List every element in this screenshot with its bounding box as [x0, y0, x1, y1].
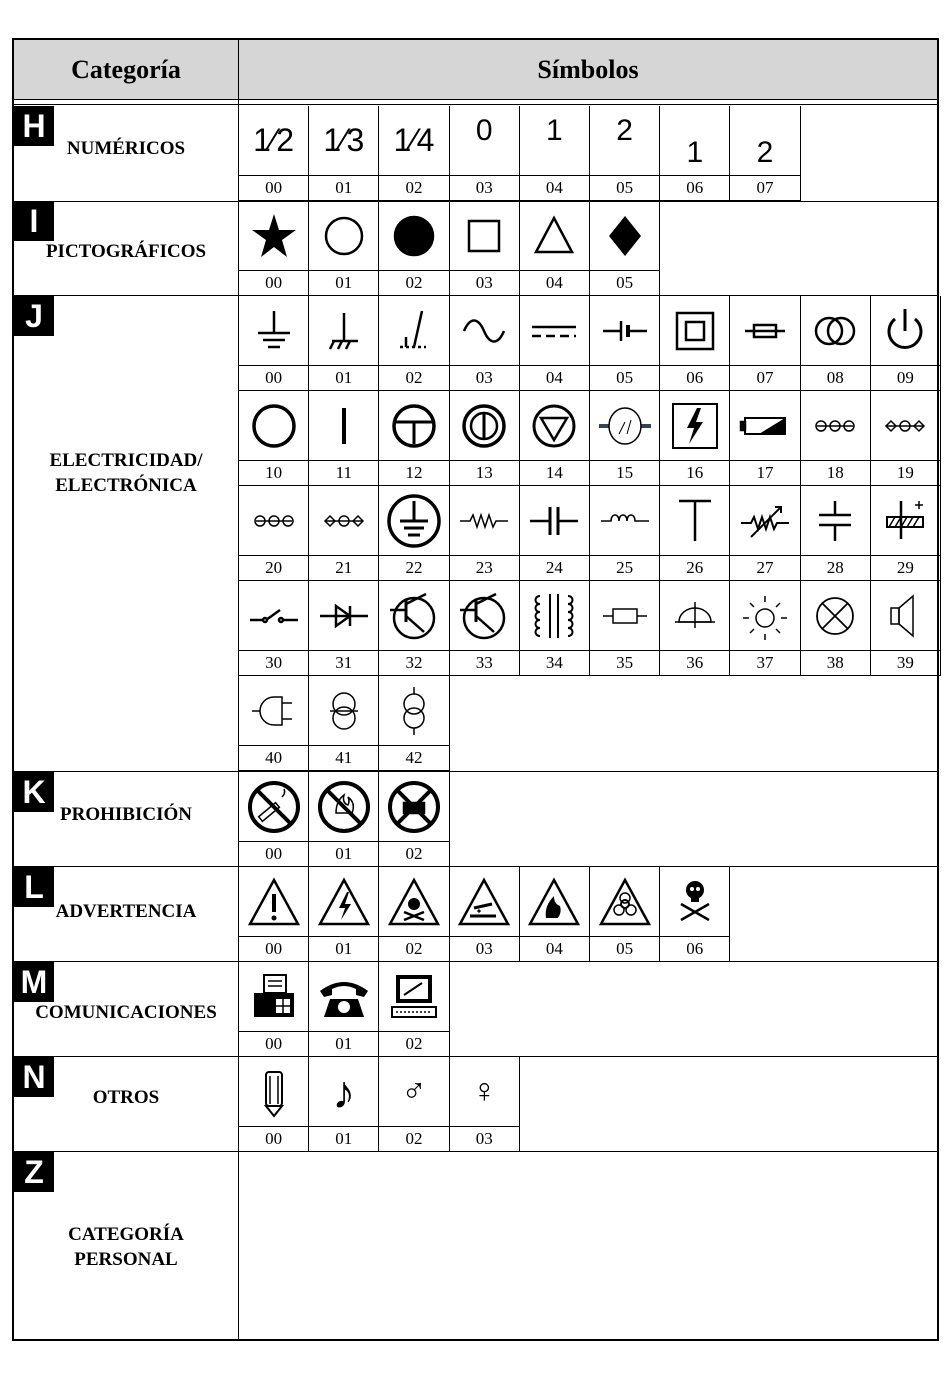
- symbol-cell[interactable]: [450, 867, 520, 962]
- symbol-code: 24: [545, 558, 563, 577]
- dome-lamp-icon: [660, 581, 729, 651]
- category-name-line: ELECTRICIDAD/: [49, 450, 203, 471]
- symbol-text: 1⁄4: [393, 122, 435, 158]
- symbol-code: 07: [756, 368, 774, 387]
- symbol-code: 01: [335, 273, 353, 292]
- symbol-cell[interactable]: [730, 106, 800, 201]
- symbol-code: 33: [475, 653, 493, 672]
- symbol-code: 00: [265, 939, 283, 958]
- white-circle-icon: [309, 201, 378, 271]
- symbol-code: 02: [405, 368, 423, 387]
- earth-ground-icon: [239, 296, 308, 366]
- symbol-cell[interactable]: [871, 296, 941, 391]
- symbol-code: 02: [405, 273, 423, 292]
- warning-electric-icon: [309, 867, 378, 937]
- symbol-cell[interactable]: [309, 106, 379, 201]
- inductor-icon: [590, 486, 659, 556]
- symbol-code: 01: [335, 368, 353, 387]
- symbol-cell[interactable]: [239, 676, 309, 771]
- connector-20-icon: [239, 486, 308, 556]
- category-letter: K: [14, 772, 54, 812]
- alternating-current-icon: [450, 296, 519, 366]
- category-name-line: OTROS: [92, 1087, 160, 1108]
- symbol-cell[interactable]: [379, 867, 449, 962]
- direct-current-icon: [520, 296, 589, 366]
- header-category: Categoría: [14, 40, 239, 99]
- symbol-cell[interactable]: [801, 391, 871, 486]
- symbol-code: 00: [265, 273, 283, 292]
- symbol-code: 37: [756, 653, 774, 672]
- symbol-cell[interactable]: [660, 867, 730, 962]
- chassis-ground-icon: [309, 296, 378, 366]
- symbol-code: 18: [826, 463, 844, 482]
- symbol-code: 05: [616, 178, 634, 197]
- warning-toxic-icon: [379, 867, 448, 937]
- symbol-cell[interactable]: [239, 106, 309, 201]
- no-fire-icon: [309, 772, 378, 842]
- black-star-icon: [239, 201, 308, 271]
- symbol-code: 29: [896, 558, 914, 577]
- symbol-code: 21: [335, 558, 353, 577]
- symbol-cell[interactable]: [379, 676, 449, 771]
- symbol-code: 22: [405, 558, 423, 577]
- symbol-cell[interactable]: [379, 772, 449, 867]
- diode-icon: [309, 581, 378, 651]
- superscript-1-icon: [520, 106, 589, 176]
- symbol-cell[interactable]: [309, 962, 379, 1057]
- sun-lamp-icon: [730, 581, 799, 651]
- category-z: [14, 1152, 238, 1341]
- superscript-2-icon: [590, 106, 659, 176]
- symbol-cell[interactable]: [730, 581, 800, 676]
- symbol-code: 05: [616, 273, 634, 292]
- connector-18-icon: [801, 391, 870, 461]
- symbol-cell[interactable]: [590, 391, 660, 486]
- symbol-cell[interactable]: [379, 581, 449, 676]
- switch-icon: [239, 581, 308, 651]
- category-name-line: NUMÉRICOS: [66, 138, 186, 159]
- symbol-code: 31: [335, 653, 353, 672]
- male-sign-icon: [379, 1057, 448, 1127]
- symbol-cell[interactable]: [590, 106, 660, 201]
- one-quarter-icon: [379, 106, 448, 176]
- symbol-code: 11: [335, 463, 352, 482]
- symbol-code: 34: [545, 653, 563, 672]
- symbol-cell[interactable]: [239, 1057, 309, 1152]
- category-name-line: ADVERTENCIA: [55, 901, 197, 922]
- symbol-cell[interactable]: [660, 391, 730, 486]
- symbol-cell[interactable]: [730, 296, 800, 391]
- ground-slash-icon: [379, 296, 448, 366]
- music-note-icon: [309, 1057, 378, 1127]
- symbol-text: 2: [616, 113, 633, 147]
- symbol-code: 04: [545, 273, 563, 292]
- subscript-1-icon: [660, 106, 729, 176]
- symbol-code: 05: [616, 368, 634, 387]
- no-smoking-icon: [239, 772, 308, 842]
- symbol-code: 02: [405, 939, 423, 958]
- warning-corrosive-icon: [450, 867, 519, 937]
- category-name: [14, 1222, 238, 1272]
- symbol-cell[interactable]: [520, 867, 590, 962]
- symbol-code: 00: [265, 368, 283, 387]
- symbol-code: 16: [686, 463, 704, 482]
- symbol-cell[interactable]: [801, 296, 871, 391]
- symbol-code: 00: [265, 844, 283, 863]
- symbol-text: 1⁄2: [253, 122, 295, 158]
- symbol-cell[interactable]: [239, 772, 309, 867]
- capacitor-vertical-icon: [801, 486, 870, 556]
- battery-icon: [590, 296, 659, 366]
- skull-crossbones-icon: [660, 867, 729, 937]
- symbol-cell[interactable]: [309, 676, 379, 771]
- category-name-line: ELECTRÓNICA: [55, 475, 197, 496]
- symbol-cell[interactable]: [590, 201, 660, 296]
- lamp-light-icon: [590, 391, 659, 461]
- symbol-text: ♪: [332, 1065, 356, 1118]
- symbol-code: 25: [616, 558, 634, 577]
- symbol-code: 13: [475, 463, 493, 482]
- category-name-line: PERSONAL: [74, 1249, 178, 1270]
- resistor-icon: [450, 486, 519, 556]
- symbol-code: 35: [616, 653, 634, 672]
- symbol-code: 41: [335, 748, 353, 767]
- header-divider: [14, 99, 937, 100]
- connector-21-icon: [309, 486, 378, 556]
- category-letter: L: [14, 867, 54, 907]
- circle-icon: [239, 391, 308, 461]
- category-name: [14, 899, 238, 924]
- power-on-bar-icon: [309, 391, 378, 461]
- symbol-code: 03: [475, 939, 493, 958]
- symbol-cell[interactable]: [450, 1057, 520, 1152]
- category-letter: I: [14, 201, 54, 241]
- transformer-core-icon: [520, 581, 589, 651]
- symbol-cell[interactable]: [309, 772, 379, 867]
- symbol-code: 06: [686, 939, 704, 958]
- warning-biohazard-icon: [590, 867, 659, 937]
- symbol-code: 03: [475, 273, 493, 292]
- category-n: [14, 1057, 238, 1152]
- symbol-code: 15: [616, 463, 634, 482]
- symbol-code: 01: [335, 178, 353, 197]
- symbol-code: 39: [896, 653, 914, 672]
- plug-icon: [239, 676, 308, 746]
- symbol-code: 12: [405, 463, 423, 482]
- symbol-table: [12, 38, 939, 1341]
- symbol-cell[interactable]: [379, 296, 449, 391]
- symbol-code: 42: [405, 748, 423, 767]
- variable-resistor-icon: [730, 486, 799, 556]
- symbol-code: 02: [405, 1129, 423, 1148]
- symbol-cell[interactable]: [801, 581, 871, 676]
- symbol-cell[interactable]: [309, 486, 379, 581]
- category-letter: Z: [14, 1152, 54, 1192]
- symbol-code: 05: [616, 939, 634, 958]
- symbol-cell[interactable]: [871, 581, 941, 676]
- symbol-cell[interactable]: [379, 1057, 449, 1152]
- category-letter: H: [14, 106, 54, 146]
- white-triangle-icon: [520, 201, 589, 271]
- fax-icon: [239, 962, 308, 1032]
- symbol-cell[interactable]: [801, 486, 871, 581]
- transistor-npn-icon: [379, 581, 448, 651]
- capacitor-icon: [520, 486, 589, 556]
- symbol-cell[interactable]: [379, 962, 449, 1057]
- symbol-code: 06: [686, 178, 704, 197]
- symbol-code: 07: [756, 178, 774, 197]
- symbol-cell[interactable]: [239, 581, 309, 676]
- symbol-cell[interactable]: [309, 581, 379, 676]
- white-square-icon: [450, 201, 519, 271]
- symbol-code: 00: [265, 1034, 283, 1053]
- antenna-t-icon: [660, 486, 729, 556]
- symbol-cell[interactable]: [590, 486, 660, 581]
- symbol-code: 04: [545, 939, 563, 958]
- symbol-cell[interactable]: [450, 391, 520, 486]
- symbol-cell[interactable]: [590, 581, 660, 676]
- category-l: [14, 867, 238, 962]
- symbol-code: 14: [545, 463, 563, 482]
- category-letter: N: [14, 1057, 54, 1097]
- protective-earth-icon: [379, 486, 448, 556]
- symbol-cell[interactable]: [239, 486, 309, 581]
- symbol-code: 02: [405, 1034, 423, 1053]
- symbol-code: 08: [826, 368, 844, 387]
- symbol-code: 23: [475, 558, 493, 577]
- symbol-cell[interactable]: [239, 391, 309, 486]
- transformer-circles-42-icon: [379, 676, 448, 746]
- symbol-text: ♂: [401, 1072, 427, 1110]
- symbol-cell[interactable]: [450, 296, 520, 391]
- symbol-cell[interactable]: [450, 106, 520, 201]
- symbol-cell[interactable]: [871, 391, 941, 486]
- category-name: [14, 802, 238, 827]
- lamp-cross-icon: [801, 581, 870, 651]
- symbol-code: 20: [265, 558, 283, 577]
- triangle-in-circle-icon: [520, 391, 589, 461]
- subscript-2-icon: [730, 106, 799, 176]
- symbol-cell[interactable]: [379, 201, 449, 296]
- symbol-code: 09: [896, 368, 914, 387]
- category-i: [14, 201, 238, 296]
- symbol-code: 30: [265, 653, 283, 672]
- symbol-code: 00: [265, 178, 283, 197]
- one-third-icon: [309, 106, 378, 176]
- symbol-cell[interactable]: [309, 201, 379, 296]
- symbol-cell[interactable]: [871, 486, 941, 581]
- one-half-icon: [239, 106, 308, 176]
- symbol-text: ♀: [471, 1072, 497, 1110]
- transformer-circles-41-icon: [309, 676, 378, 746]
- symbol-cell[interactable]: [450, 581, 520, 676]
- symbol-cell[interactable]: [520, 106, 590, 201]
- category-name-line: CATEGORÍA: [68, 1224, 184, 1245]
- symbol-code: 02: [405, 178, 423, 197]
- computer-icon: [379, 962, 448, 1032]
- header-symbols: Símbolos: [239, 40, 937, 99]
- symbol-code: 01: [335, 1034, 353, 1053]
- symbol-cell[interactable]: [520, 391, 590, 486]
- symbol-code: 03: [475, 1129, 493, 1148]
- symbol-cell[interactable]: [730, 486, 800, 581]
- category-name-line: COMUNICACIONES: [35, 1002, 217, 1023]
- symbol-code: 19: [896, 463, 914, 482]
- symbol-cell[interactable]: [520, 201, 590, 296]
- battery-level-icon: [730, 391, 799, 461]
- symbol-cell[interactable]: [450, 201, 520, 296]
- symbol-code: 01: [335, 939, 353, 958]
- fuse-icon: [730, 296, 799, 366]
- category-h: [14, 106, 238, 202]
- symbol-cell[interactable]: [379, 486, 449, 581]
- ground-hatched-icon: [871, 486, 940, 556]
- category-name: [14, 136, 238, 161]
- symbol-code: 17: [756, 463, 774, 482]
- high-voltage-icon: [660, 391, 729, 461]
- black-diamond-icon: [590, 201, 659, 271]
- transistor-pnp-icon: [450, 581, 519, 651]
- symbol-cell[interactable]: [450, 486, 520, 581]
- category-name: [14, 1085, 238, 1110]
- warning-exclamation-icon: [239, 867, 308, 937]
- symbol-text: 1: [686, 135, 704, 169]
- double-insulation-icon: [660, 296, 729, 366]
- category-letter: J: [14, 296, 54, 336]
- no-entry-fork-icon: [379, 772, 448, 842]
- symbol-cell[interactable]: [239, 962, 309, 1057]
- symbol-code: 10: [265, 463, 283, 482]
- category-k: [14, 772, 238, 867]
- symbol-code: 28: [826, 558, 844, 577]
- symbol-code: 02: [405, 844, 423, 863]
- speaker-icon: [871, 581, 940, 651]
- transformer-rings-icon: [801, 296, 870, 366]
- symbol-cell[interactable]: [239, 201, 309, 296]
- circle-i-icon: [450, 391, 519, 461]
- symbol-code: 00: [265, 1129, 283, 1148]
- category-name-line: PROHIBICIÓN: [60, 804, 192, 825]
- symbol-cell[interactable]: [309, 867, 379, 962]
- symbol-text: 0: [475, 113, 493, 147]
- symbol-code: 27: [756, 558, 774, 577]
- header-divider-double: [14, 104, 937, 105]
- symbol-code: 03: [475, 178, 493, 197]
- category-j: [14, 296, 238, 772]
- symbol-cell[interactable]: [660, 296, 730, 391]
- symbol-cell[interactable]: [520, 486, 590, 581]
- power-icon-icon: [871, 296, 940, 366]
- symbol-cell[interactable]: [379, 106, 449, 201]
- resistor-box-icon: [590, 581, 659, 651]
- symbol-code: 03: [475, 368, 493, 387]
- symbol-text: 2: [756, 135, 774, 169]
- symbol-cell[interactable]: [309, 1057, 379, 1152]
- black-circle-icon: [379, 201, 448, 271]
- telephone-icon: [309, 962, 378, 1032]
- symbol-code: 01: [335, 844, 353, 863]
- symbol-cell[interactable]: [309, 296, 379, 391]
- symbol-code: 26: [686, 558, 704, 577]
- symbol-cell[interactable]: [730, 391, 800, 486]
- category-name: [14, 1000, 238, 1025]
- superscript-0-icon: [450, 106, 519, 176]
- symbol-cell[interactable]: [660, 486, 730, 581]
- symbol-cell[interactable]: [660, 581, 730, 676]
- symbol-cell[interactable]: [379, 391, 449, 486]
- symbol-code: 32: [405, 653, 423, 672]
- symbol-cell[interactable]: [660, 106, 730, 201]
- symbol-code: 36: [686, 653, 704, 672]
- symbol-code: 38: [826, 653, 844, 672]
- female-sign-icon: [450, 1057, 519, 1127]
- circle-t-icon: [379, 391, 448, 461]
- symbol-code: 04: [545, 368, 563, 387]
- symbol-code: 40: [265, 748, 283, 767]
- category-letter: M: [14, 962, 54, 1002]
- symbol-cell[interactable]: [239, 296, 309, 391]
- symbol-cell[interactable]: [590, 867, 660, 962]
- symbol-cell[interactable]: [590, 296, 660, 391]
- connector-19-icon: [871, 391, 940, 461]
- symbol-cell[interactable]: [309, 391, 379, 486]
- symbol-code: 01: [335, 1129, 353, 1148]
- category-name: [14, 448, 238, 498]
- symbol-cell[interactable]: [239, 867, 309, 962]
- symbol-text: 1: [546, 113, 563, 147]
- pencil-icon: [239, 1057, 308, 1127]
- symbol-cell[interactable]: [520, 581, 590, 676]
- symbol-code: 06: [686, 368, 704, 387]
- category-m: [14, 962, 238, 1057]
- symbol-code: 04: [545, 178, 563, 197]
- symbol-text: 1⁄3: [323, 122, 365, 158]
- category-name-line: PICTOGRÁFICOS: [45, 241, 207, 262]
- category-name: [14, 239, 238, 264]
- symbol-cell[interactable]: [520, 296, 590, 391]
- warning-flammable-icon: [520, 867, 589, 937]
